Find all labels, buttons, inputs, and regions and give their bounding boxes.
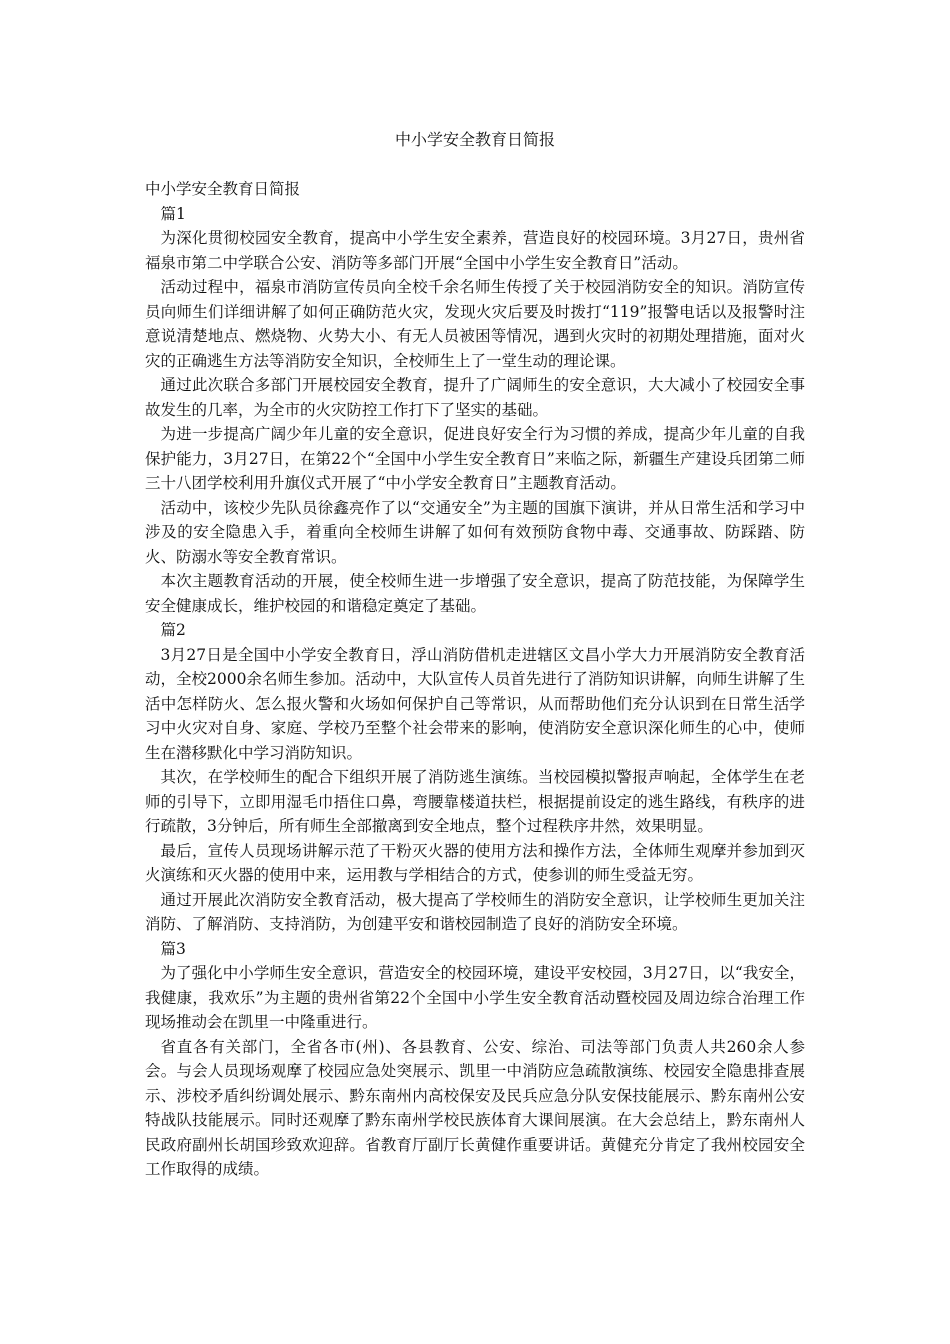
paragraph: 省直各有关部门，全省各市(州)、各县教育、公安、综治、司法等部门负责人共260余人参会。与会人员现场观摩了校园应急处突展示、凯里一中消防应急疏散演练、校园安全隐患排查展示、涉校矛盾纠纷调处展示、黔东南州内高校保安及民兵应急分队安保技能展示、黔东南州公安特战队技能展示。同时还观摩了黔东南州学校民族体育大课间展演。在大会总结上，黔东南州人民政府副州长胡国珍致欢迎辞。省教育厅副厅长黄健作重要讲话。黄健充分肯定了我州校园安全工作取得的成绩。 (145, 1037, 805, 1178)
paragraph: 活动过程中，福泉市消防宣传员向全校千余名师生传授了关于校园消防安全的知识。消防宣传员向师生们详细讲解了如何正确防范火灾，发现火灾后要及时拨打“119”报警电话以及报警时注意说清楚地点、燃烧物、火势大小、有无人员被困等情况，遇到火灾时的初期处理措施，面对火灾的正确逃生方法等消防安全知识，全校师生上了一堂生动的理论课。 (145, 278, 805, 370)
paragraph: 本次主题教育活动的开展，使全校师生进一步增强了安全意识，提高了防范技能，为保障学生安全健康成长，维护校园的和谐稳定奠定了基础。 (145, 572, 805, 615)
paragraph: 最后，宣传人员现场讲解示范了干粉灭火器的使用方法和操作方法，全体师生观摩并参加到灭火演练和灭火器的使用中来，运用教与学相结合的方式，使参训的师生受益无穷。 (145, 841, 805, 884)
paragraph: 其次，在学校师生的配合下组织开展了消防逃生演练。当校园模拟警报声响起，全体学生在老师的引导下，立即用湿毛巾捂住口鼻，弯腰靠楼道扶栏，根据提前设定的逃生路线，有秩序的进行疏散，3分钟后，所有师生全部撤离到安全地点，整个过程秩序井然，效果明显。 (145, 768, 805, 835)
paragraph: 通过开展此次消防安全教育活动，极大提高了学校师生的消防安全意识，让学校师生更加关注消防、了解消防、支持消防，为创建平安和谐校园制造了良好的消防安全环境。 (145, 890, 805, 933)
paragraph: 为了强化中小学师生安全意识，营造安全的校园环境，建设平安校园，3月27日，以“我安全，我健康，我欢乐”为主题的贵州省第22个全国中小学生安全教育活动暨校园及周边综合治理工作现场推动会在凯里一中隆重进行。 (145, 964, 805, 1031)
paragraph: 为进一步提高广阔少年儿童的安全意识，促进良好安全行为习惯的养成，提高少年儿童的自我保护能力，3月27日，在第22个“全国中小学生安全教育日”来临之际，新疆生产建设兵团第二师三十八团学校利用升旗仪式开展了“中小学安全教育日”主题教育活动。 (145, 425, 805, 492)
paragraph: 为深化贯彻校园安全教育，提高中小学生安全素养，营造良好的校园环境。3月27日，贵州省福泉市第二中学联合公安、消防等多部门开展“全国中小学生安全教育日”活动。 (145, 229, 805, 272)
document-title: 中小学安全教育日简报 (394, 130, 555, 149)
document-body (145, 177, 805, 1182)
paragraph: 活动中，该校少先队员徐鑫亮作了以“交通安全”为主题的国旗下演讲，并从日常生活和学习中涉及的安全隐患入手，着重向全校师生讲解了如何有效预防食物中毒、交通事故、防踩踏、防火、防溺水等安全教育常识。 (145, 498, 805, 566)
section-label: 篇3 (160, 939, 186, 958)
paragraph: 通过此次联合多部门开展校园安全教育，提升了广阔师生的安全意识，大大减小了校园安全事故发生的几率，为全市的火灾防控工作打下了坚实的基础。 (145, 376, 805, 419)
document-subtitle: 中小学安全教育日简报 (145, 180, 301, 198)
paragraph: 3月27日是全国中小学安全教育日，浮山消防借机走进辖区文昌小学大力开展消防安全教育活动，全校2000余名师生参加。活动中，大队宣传人员首先进行了消防知识讲解，向师生讲解了生活中怎样防火、怎么报火警和火场如何保护自己等常识，从而帮助他们充分认识到在日常生活学习中火灾对自身、家庭、学校乃至整个社会带来的影响，使消防安全意识深化师生的心中，使师生在潜移默化中学习消防知识。 (145, 645, 805, 762)
section-label: 篇2 (160, 621, 186, 639)
section-label: 篇1 (160, 204, 186, 223)
